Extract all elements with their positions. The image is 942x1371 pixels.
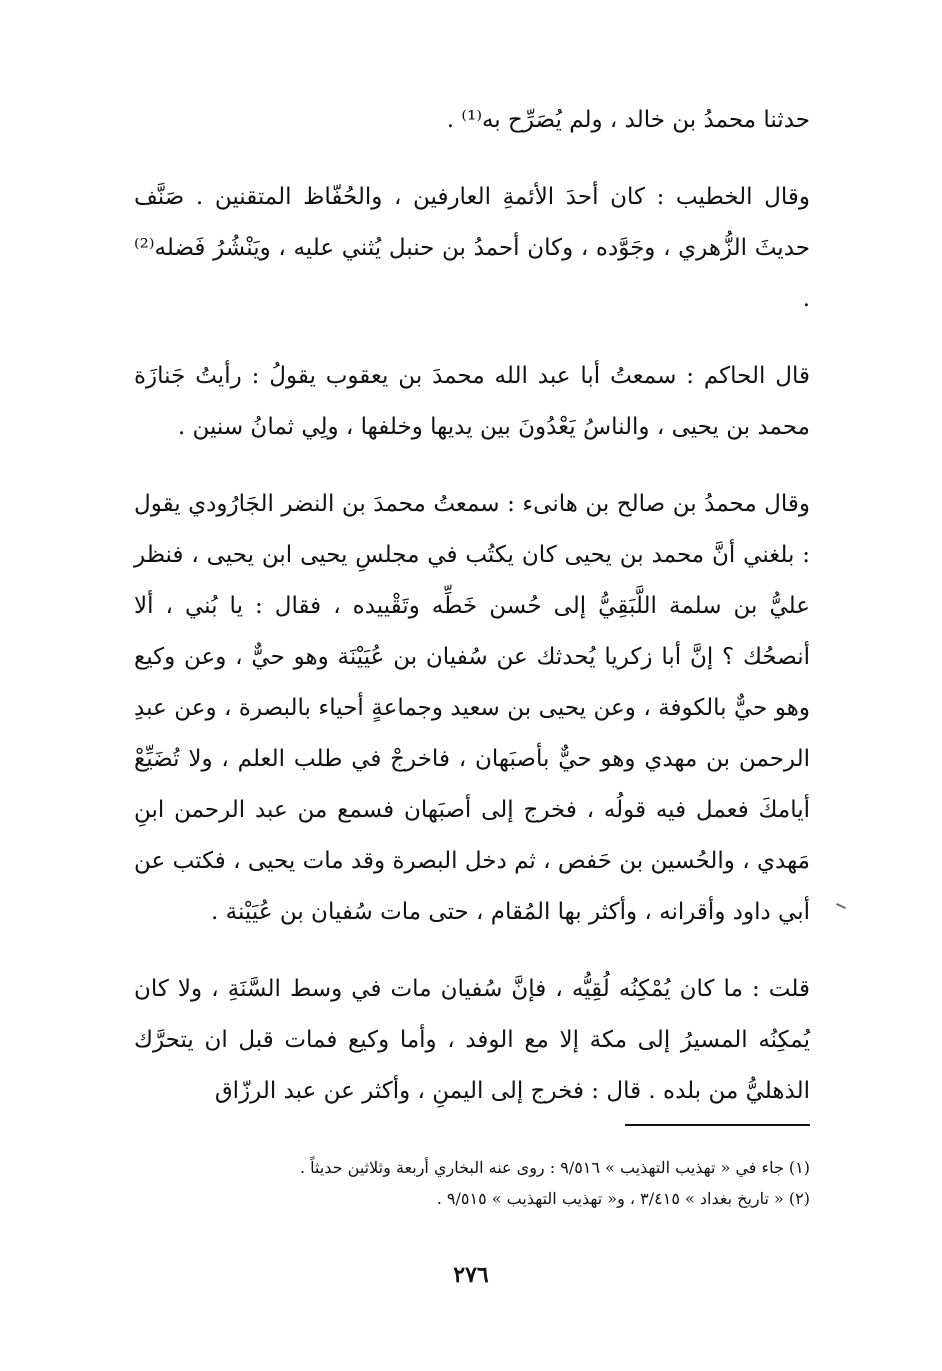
- footnotes: [150, 1152, 810, 1214]
- footnote-1: (١) جاء في « تهذيب التهذيب » ٩/٥١٦ : روى عنه البخاري أربعة وثلاثين حديثاً .: [299, 1158, 810, 1177]
- paragraph-5: قلت : ما كان يُمْكِنُه لُقِيُّه ، فإنَّ سُفيان مات في وسط السَّنَةِ ، ولا كان يُمكِنُه المسيرُ إلى مكة إلا مع الوفد ، وأما وكيع فمات قبل ان يتحرَّك الذهليُّ من بلده . قال : فخرج إلى اليمنِ ، وأكثر عن عبد الرزّاق: [134, 976, 810, 1104]
- paragraph-3: قال الحاكم : سمعتُ أبا عبد الله محمدَ بن يعقوب يقولُ : رأيتُ جَنازَة محمد بن يحيى ، والناسُ يَعْدُونَ بين يديها وخلفها ، ولِي ثمانُ سنين .: [134, 363, 810, 440]
- page-number: ٢٧٦: [453, 1262, 489, 1288]
- paragraph-4: وقال محمدُ بن صالح بن هانىء : سمعتُ محمدَ بن النضر الجَارُودي يقول : بلغني أنَّ محمد بن يحيى كان يكتُب في مجلسِ يحيى ابن يحيى ، فنظر عليُّ بن سلمة اللَّبَقِيُّ إلى حُسن خَطِّه وتَقْييده ، فقال : يا بُني ، ألا أنصحُك ؟ إنَّ أبا زكريا يُحدثك عن سُفيان بن عُيَيْنَة وهو حيٌّ ، وعن وكيع وهو حيٌّ بالكوفة ، وعن يحيى بن سعيد وجماعةٍ أحياء بالبصرة ، وعن عبدِ الرحمن بن مهدي وهو حيٌّ بأصبَهان ، فاخرجْ في طلب العلم ، ولا تُضَيِّعْ أيامكَ فعمل فيه قولُه ، فخرج إلى أصبَهان فسمع من عبد الرحمن ابنِ مَهدي ، والحُسين بن حَفص ، ثم دخل البصرة وقد مات يحيى ، فكتب عن أبي داود وأقرانه ، وأكثر بها المُقام ، حتى مات سُفيان بن عُيَيْنة .: [134, 491, 810, 925]
- footnote-separator: [625, 1124, 810, 1126]
- paragraph-gap: [134, 146, 810, 172]
- paragraph-gap: [134, 325, 810, 351]
- footnote-2: (٢) « تاريخ بغداد » ٣/٤١٥ ، و« تهذيب التهذيب » ٩/٥١٥ .: [436, 1189, 810, 1208]
- paragraph-2: وقال الخطيب : كان أحدَ الأئمةِ العارفين ، والحُفّاظ المتقنين . صَنَّف حديثَ الزُّهري ، وجَوَّده ، وكان أحمدُ بن حنبل يُثني عليه ، ويَنْشُرُ فَضله⁽²⁾ .: [134, 184, 810, 312]
- paragraph-gap: [134, 938, 810, 964]
- paragraph-gap: [134, 453, 810, 479]
- main-text: [134, 95, 810, 1117]
- paragraph-1: حدثنا محمدُ بن خالد ، ولم يُصَرِّح به⁽¹⁾ .: [446, 107, 810, 133]
- margin-mark: [836, 903, 846, 909]
